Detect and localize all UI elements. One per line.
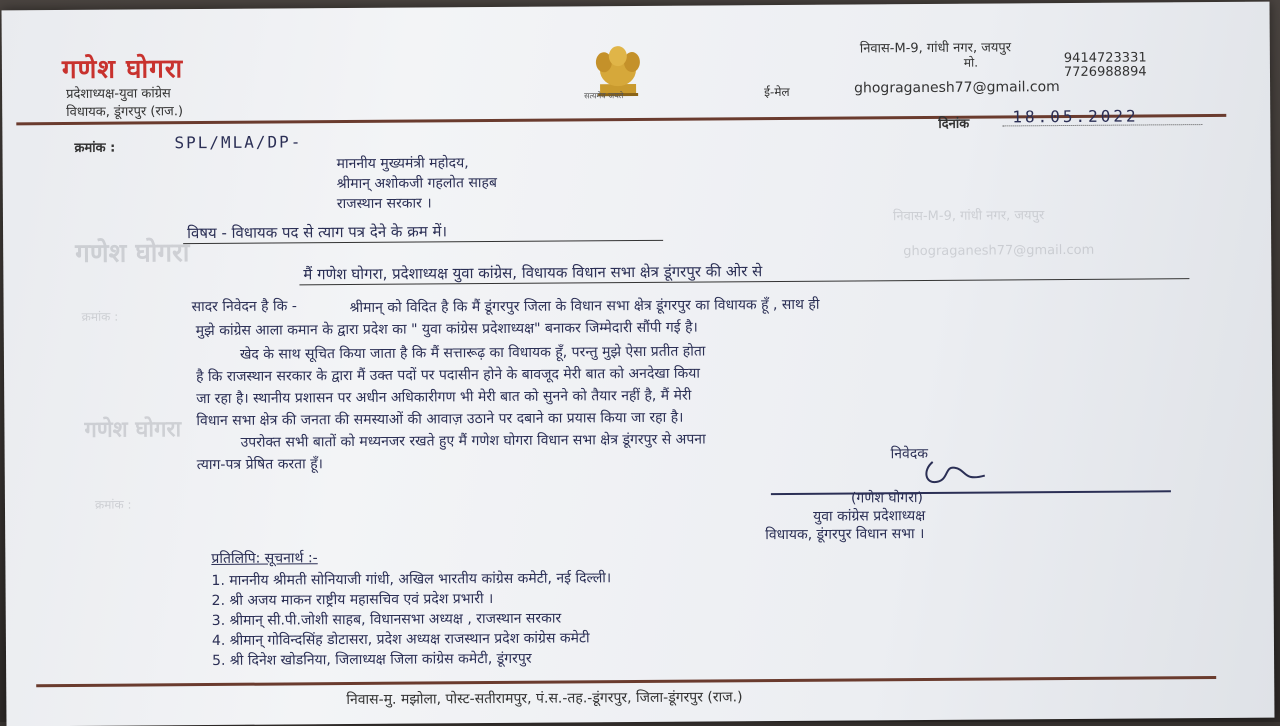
- ghost-email: ghograganesh77@gmail.com: [903, 242, 1095, 260]
- body-line-5: जा रहा है। स्थानीय प्रशासन पर अधीन अधिकारीगण भी मेरी बात को सुनने को तैयार नहीं है, मैं मेरी: [196, 387, 692, 408]
- date-label: दिनांक: [938, 116, 970, 132]
- body-line-8: त्याग-पत्र प्रेषित करता हूँ।: [196, 456, 324, 474]
- ref-value: SPL/MLA/DP-: [174, 132, 303, 153]
- ghost-ref: क्रमांक :: [81, 309, 119, 324]
- signature-scribble-icon: [915, 452, 995, 493]
- email-label: ई-मेल: [764, 84, 790, 100]
- addressee-line-1: माननीय मुख्यमंत्री महोदय,: [336, 155, 469, 173]
- addressee-line-3: राजस्थान सरकार ।: [336, 195, 432, 213]
- signature-title: युवा कांग्रेस प्रदेशाध्यक्ष: [813, 507, 926, 525]
- body-line-1: श्रीमान् को विदित है कि मैं डूंगरपुर जिला के विधान सभा क्षेत्र डूंगरपुर का विधायक हूँ , साथ ही: [349, 296, 820, 317]
- copy-item-4: 4. श्रीमान् गोविन्दसिंह डोटासरा, प्रदेश अध्यक्ष राजस्थान प्रदेश कांग्रेस कमेटी: [211, 630, 590, 649]
- intro-line: मैं गणेश घोगरा, प्रदेशाध्यक्ष युवा कांग्रेस, विधायक विधान सभा क्षेत्र डूंगरपुर की ओर से: [303, 262, 763, 284]
- copy-item-1: 1. माननीय श्रीमती सोनियाजी गांधी, अखिल भारतीय कांग्रेस कमेटी, नई दिल्ली।: [211, 570, 612, 589]
- body-line-4: है कि राजस्थान सरकार के द्वारा मैं उक्त पदों पर पदासीन होने के बावजूद मेरी बात को अनदेखा किया: [196, 365, 701, 386]
- date-value: 18.05.2022: [1012, 106, 1139, 127]
- email-value: ghograganesh77@gmail.com: [854, 79, 1060, 97]
- phone-2: 7726988894: [1063, 64, 1147, 81]
- salutation: सादर निवेदन है कि -: [191, 298, 297, 316]
- footer-address: निवास-मु. मझोला, पोस्ट-सतीरामपुर, पं.स.-तह.-डूंगरपुर, जिला-डूंगरपुर (राज.): [346, 689, 743, 709]
- ref-label: क्रमांक :: [74, 140, 116, 156]
- copy-item-3: 3. श्रीमान् सी.पी.जोशी साहब, विधानसभा अध्यक्ष , राजस्थान सरकार: [211, 610, 562, 629]
- emblem-caption: सत्यमेव जयते: [584, 91, 624, 101]
- letterhead-name: गणेश घोगरा: [61, 54, 184, 86]
- phone-1: 9414723331: [1063, 50, 1147, 67]
- letterhead-post: विधायक, डूंगरपुर (राज.): [66, 104, 184, 120]
- body-line-2: मुझे कांग्रेस आला कमान के द्वारा प्रदेश का " युवा कांग्रेस प्रदेशाध्यक्ष" बनाकर जिम्मेदारी सौंपी गई है।: [195, 319, 698, 340]
- footer-rule: [36, 676, 1216, 687]
- body-line-6: विधान सभा क्षेत्र की जनता की समस्याओं की आवाज़ उठाने पर दबाने का प्रयास किया जा रहा है।: [196, 409, 684, 430]
- ghost-name: गणेश घोगरा: [75, 238, 190, 269]
- copy-item-2: 2. श्री अजय माकन राष्ट्रीय महासचिव एवं प्रदेश प्रभारी ।: [211, 591, 494, 609]
- ghost-name-2: गणेश घोगरा: [84, 417, 182, 443]
- copies-heading: प्रतिलिपि: सूचनार्थ :-: [211, 550, 318, 567]
- signature-rule: [771, 490, 1171, 495]
- letterhead-designation: प्रदेशाध्यक्ष-युवा कांग्रेस: [66, 86, 171, 102]
- letter-page: [2, 2, 1275, 726]
- signature-label: निवेदक: [890, 445, 929, 463]
- copy-item-5: 5. श्री दिनेश खोडनिया, जिलाध्यक्ष जिला कांग्रेस कमेटी, डूंगरपुर: [212, 650, 532, 669]
- ghost-ref-2: क्रमांक :: [94, 497, 132, 512]
- signature-name: (गणेश घोगरा): [850, 490, 924, 507]
- signature-post: विधायक, डूंगरपुर विधान सभा ।: [765, 526, 925, 544]
- letterhead-address: निवास-M-9, गांधी नगर, जयपुर: [859, 40, 1012, 57]
- phone-label: मो.: [963, 55, 979, 70]
- subject-line: विषय - विधायक पद से त्याग पत्र देने के क्रम में।: [187, 222, 448, 243]
- ghost-address: निवास-M-9, गांधी नगर, जयपुर: [892, 208, 1045, 225]
- body-line-3: खेद के साथ सूचित किया जाता है कि मैं सत्तारूढ़ का विधायक हूँ, परन्तु मुझे ऐसा प्रतीत होता: [239, 343, 706, 363]
- body-line-7: उपरोक्त सभी बातों को मध्यनजर रखते हुए मैं गणेश घोगरा विधान सभा क्षेत्र डूंगरपुर से अपना: [240, 431, 706, 451]
- date-underline: [1002, 124, 1202, 126]
- addressee-line-2: श्रीमान् अशोकजी गहलोत साहब: [336, 174, 497, 193]
